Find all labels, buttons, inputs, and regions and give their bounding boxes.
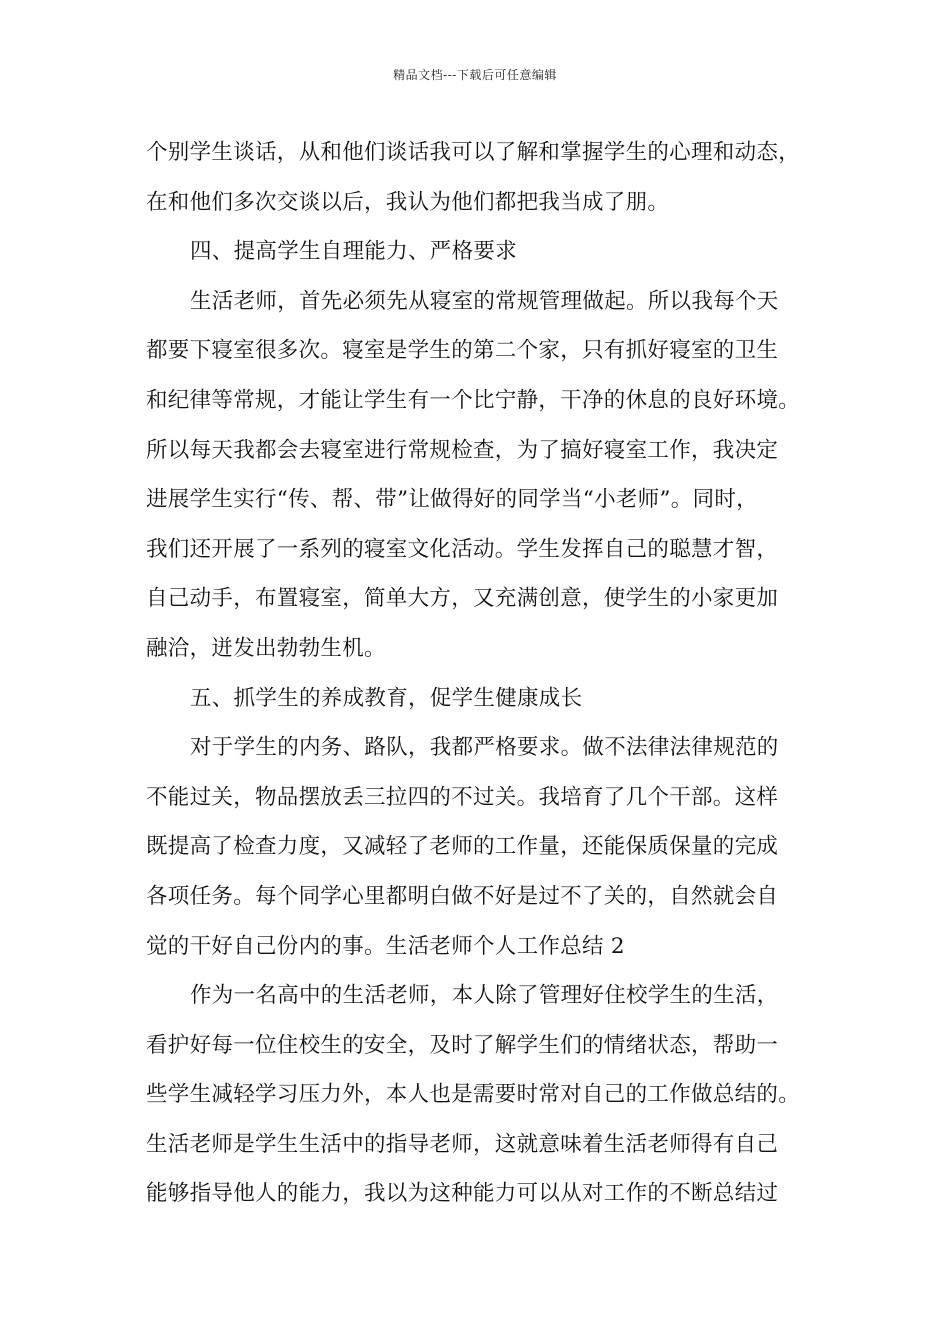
text-line: 既提高了检查力度，又减轻了老师的工作量，还能保质保量的完成 <box>146 834 779 860</box>
text-line: 所以每天我都会去寝室进行常规检查，为了搞好寝室工作，我决定 <box>146 437 779 463</box>
text-line: 个别学生谈话，从和他们谈话我可以了解和掌握学生的心理和动态， <box>146 140 801 165</box>
text-line: 看护好每一位住校生的安全，及时了解学生们的情绪状态，帮助一 <box>146 1032 779 1058</box>
text-line: 都要下寝室很多次。寝室是学生的第二个家，只有抓好寝室的卫生 <box>146 338 779 364</box>
text-line: 觉的干好自己份内的事。生活老师个人工作总结 2 <box>146 933 625 959</box>
text-line: 和纪律等常规，才能让学生有一个比宁静，干净的休息的良好环境。 <box>146 387 801 413</box>
text-line: 生活老师是学生生活中的指导老师，这就意味着生活老师得有自己 <box>146 1131 779 1157</box>
text-line: 融洽，迸发出勃勃生机。 <box>146 635 386 661</box>
text-line: 自己动手，布置寝室，简单大方，又充满创意，使学生的小家更加 <box>146 586 779 612</box>
page-header: 精品文档---下载后可任意编辑 <box>393 68 557 82</box>
text-line: 在和他们多次交谈以后，我认为他们都把我当成了朋。 <box>146 189 670 215</box>
document-body <box>146 128 826 1219</box>
section-heading-5: 五、抓学生的养成教育，促学生健康成长 <box>190 685 583 711</box>
text-line: 些学生减轻学习压力外，本人也是需要时常对自己的工作做总结的。 <box>146 1082 801 1108</box>
text-line: 作为一名高中的生活老师，本人除了管理好住校学生的生活， <box>190 983 779 1009</box>
text-line: 生活老师，首先必须先从寝室的常规管理做起。所以我每个天 <box>190 288 779 314</box>
text-line: 我们还开展了一系列的寝室文化活动。学生发挥自己的聪慧才智， <box>146 536 779 562</box>
text-line: 各项任务。每个同学心里都明白做不好是过不了关的，自然就会自 <box>146 883 779 909</box>
text-line: 能够指导他人的能力，我以为这种能力可以从对工作的不断总结过 <box>146 1181 779 1207</box>
text-line: 对于学生的内务、路队，我都严格要求。做不法律法律规范的 <box>190 735 779 761</box>
section-heading-4: 四、提高学生自理能力、严格要求 <box>190 239 518 265</box>
text-line: 进展学生实行“传、帮、带”让做得好的同学当“小老师”。同时， <box>146 487 758 513</box>
text-line: 不能过关，物品摆放丢三拉四的不过关。我培育了几个干部。这样 <box>146 784 779 810</box>
